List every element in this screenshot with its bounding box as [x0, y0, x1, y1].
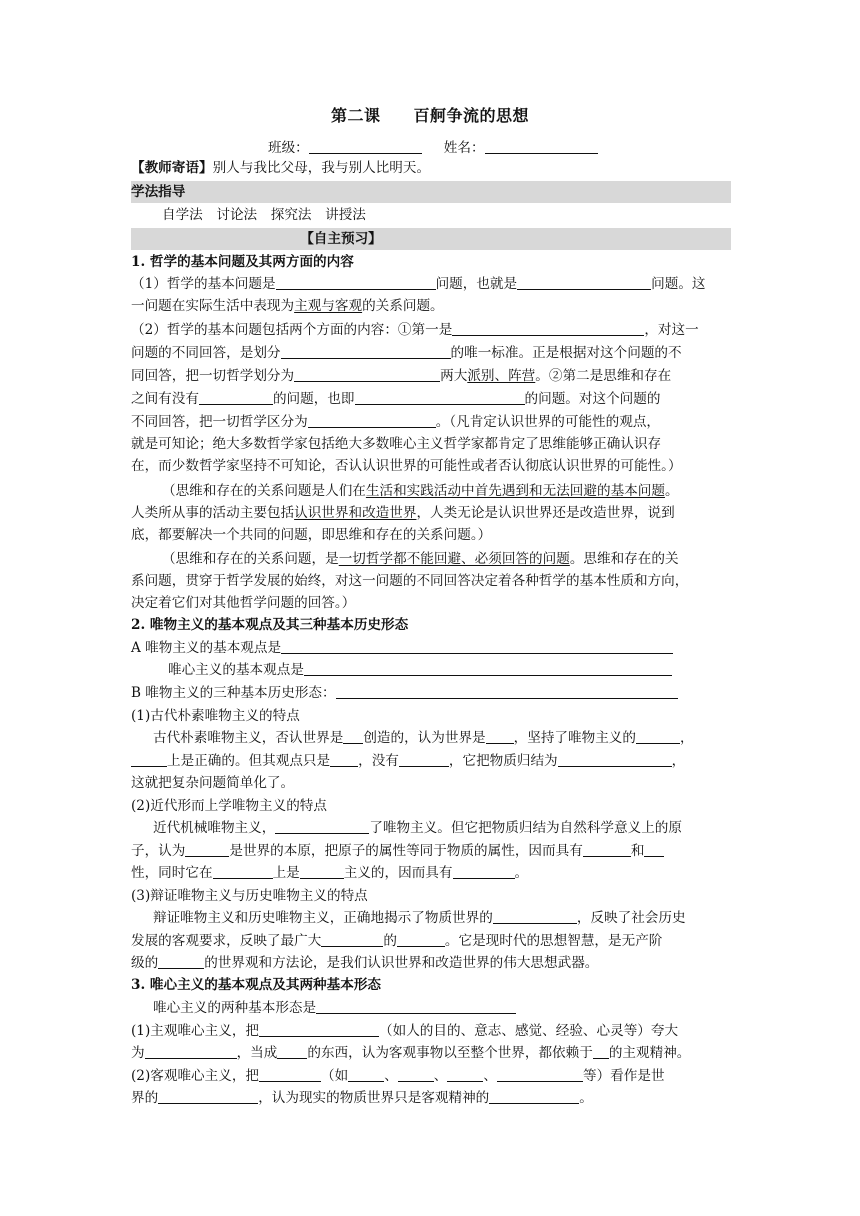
method-items: 自学法 讨论法 探究法 讲授法 — [162, 207, 366, 223]
text: 。它是现时代的思想智慧，是无产阶 — [444, 933, 663, 949]
text: 性，同时它在 — [131, 865, 213, 881]
s1-line: 底，都要解决一个共同的问题，即思维和存在的关系问题。） — [131, 527, 492, 543]
text: (2)客观唯心主义，把 — [131, 1068, 260, 1084]
name-field[interactable] — [485, 138, 598, 154]
text: ，坚持了唯物主义的 — [513, 730, 636, 746]
text: 上是正确的。但其观点只是 — [167, 753, 331, 769]
answer-blank[interactable] — [316, 998, 516, 1014]
text: 。（凡肯定认识世界的可能性的观点， — [435, 414, 661, 430]
answer-blank[interactable] — [593, 1043, 609, 1059]
answer-blank[interactable] — [452, 320, 644, 336]
s3-line — [153, 998, 516, 1019]
text: （如 — [321, 1068, 349, 1084]
text: ，人类无论是认识世界还是改造世界，说到 — [416, 505, 675, 521]
underlined-text: 生活和实践活动中首先遇到和无法回避的基本问题 — [365, 483, 665, 499]
s2-line — [168, 660, 672, 681]
preview-heading: 【自主预习】 — [300, 231, 382, 247]
s1-line — [131, 343, 682, 364]
text: 古代朴素唯物主义，否认世界是 — [153, 730, 344, 746]
text: B 唯物主义的三种基本历史形态： — [131, 685, 336, 701]
text: 。 — [514, 865, 529, 881]
s1-line — [131, 412, 660, 433]
page-title: 第二课 百舸争流的思想 — [330, 106, 529, 125]
text: 、 — [433, 1068, 448, 1084]
answer-blank[interactable] — [281, 638, 673, 654]
text: 不同回答，把一切哲学区分为 — [131, 414, 308, 430]
text: 的唯一标准。正是根据对这个问题的不 — [450, 345, 682, 361]
s3-line — [131, 1043, 690, 1064]
text: （如人的目的、意志、感觉、经验、心灵等）夸大 — [379, 1023, 679, 1039]
underlined-text: 主观与客观 — [294, 298, 363, 314]
answer-blank[interactable] — [199, 389, 273, 405]
answer-blank[interactable] — [497, 1066, 583, 1082]
s1-line: 决定着它们对其他哲学问题的回答。） — [131, 595, 356, 611]
text: ，当成 — [236, 1045, 278, 1061]
text: 的问题，也即 — [272, 391, 355, 407]
text: 。思维和存在的关 — [569, 551, 679, 567]
s2-line — [131, 953, 598, 974]
text: （思维和存在的关系问题是人们在 — [162, 483, 366, 499]
s3-line — [131, 1021, 678, 1042]
text: 。②第二是思维和存在 — [535, 368, 672, 384]
s2-line — [131, 931, 662, 952]
s2-line — [131, 638, 673, 659]
answer-blank[interactable] — [517, 274, 651, 290]
text: ，反映了社会历史 — [576, 910, 686, 926]
text: 上是 — [272, 865, 300, 881]
text: ，认为现实的物质世界只是客观精神的 — [258, 1090, 490, 1106]
text: 界的 — [131, 1090, 159, 1106]
text: ，没有 — [358, 753, 399, 769]
answer-blank[interactable] — [185, 841, 229, 857]
underlined-text: 认识世界和改造世界 — [294, 505, 417, 521]
text: A 唯物主义的基本观点是 — [131, 640, 282, 656]
method-heading-bar — [131, 181, 731, 203]
s2-line — [131, 683, 678, 704]
answer-blank[interactable] — [398, 1066, 434, 1082]
s2-line — [153, 728, 694, 749]
s3-line — [131, 1088, 593, 1109]
answer-blank[interactable] — [489, 1088, 579, 1104]
underlined-text: 一切哲学都不能回避、必须回答的问题 — [338, 551, 570, 567]
s1-line: 在，而少数哲学家坚持不可知论，否认认识世界的可能性或者否认彻底认识世界的可能性。） — [131, 458, 682, 474]
s2-line: 这就把复杂问题简单化了。 — [131, 775, 295, 791]
s2-subheading: (2)近代形而上学唯物主义的特点 — [131, 798, 327, 814]
answer-blank[interactable] — [145, 1043, 237, 1059]
s2-subheading: (1)古代朴素唯物主义的特点 — [131, 708, 300, 724]
text: 一问题在实际生活中表现为 — [131, 298, 295, 314]
preview-heading-bar — [131, 228, 731, 250]
s2-line — [153, 818, 682, 839]
answer-blank[interactable] — [281, 343, 451, 359]
answer-blank[interactable] — [493, 908, 577, 924]
answer-blank[interactable] — [399, 751, 449, 767]
text: 级的 — [131, 955, 159, 971]
answer-blank[interactable] — [276, 274, 436, 290]
text: 、 — [384, 1068, 398, 1084]
teacher-words-label: 【教师寄语】 — [131, 160, 213, 176]
text: 的东西，认为客观事物以至整个世界，都依赖于 — [307, 1045, 593, 1061]
underlined-text: 派别、阵营 — [467, 368, 536, 384]
text: 辩证唯物主义和历史唯物主义，正确地揭示了物质世界的 — [153, 910, 493, 926]
text: ，对这一 — [644, 322, 699, 338]
answer-blank[interactable] — [486, 728, 514, 744]
answer-blank[interactable] — [294, 366, 440, 382]
s2-line — [131, 863, 528, 884]
text: 问题，也就是 — [435, 276, 518, 292]
answer-blank[interactable] — [277, 1043, 307, 1059]
answer-blank[interactable] — [259, 1021, 379, 1037]
answer-blank[interactable] — [397, 931, 445, 947]
text: 两大 — [440, 368, 468, 384]
text: （2）哲学的基本问题包括两个方面的内容：①第一是 — [131, 322, 453, 338]
text: 之间有没有 — [131, 391, 199, 407]
answer-blank[interactable] — [447, 1066, 483, 1082]
s2-line — [131, 841, 664, 862]
text: （1）哲学的基本问题是 — [131, 276, 276, 292]
answer-blank[interactable] — [308, 412, 436, 428]
name-label: 姓名： — [443, 140, 485, 156]
answer-blank[interactable] — [275, 818, 369, 834]
s1-line — [131, 366, 671, 387]
class-label: 班级： — [268, 140, 309, 156]
text: ， — [671, 753, 686, 769]
text: 人类所从事的活动主要包括 — [131, 505, 295, 521]
text: ， — [680, 730, 694, 746]
text: 是世界的本原，把原子的属性等同于物质的属性，因而具有 — [229, 843, 583, 859]
text: 发展的客观要求，反映了最广大 — [131, 933, 322, 949]
method-heading: 学法指导 — [131, 184, 186, 200]
s1-line — [162, 549, 679, 570]
answer-blank[interactable] — [213, 863, 273, 879]
s1-line — [131, 274, 706, 295]
s1-line: 就是可知论；绝大多数哲学家包括绝大多数唯心主义哲学家都肯定了思维能够正确认识存 — [131, 436, 662, 452]
text: 问题。这 — [651, 276, 706, 292]
text: 子，认为 — [131, 843, 186, 859]
answer-blank[interactable] — [158, 1088, 258, 1104]
answer-blank[interactable] — [330, 751, 358, 767]
answer-blank[interactable] — [583, 841, 631, 857]
s1-line — [131, 320, 699, 341]
s1-line — [162, 481, 679, 502]
s2-line — [153, 908, 686, 929]
text: 。 — [664, 483, 679, 499]
text: 等）看作是世 — [582, 1068, 665, 1084]
answer-blank[interactable] — [336, 683, 678, 699]
text: 的关系问题。 — [362, 298, 444, 314]
answer-blank[interactable] — [158, 953, 204, 969]
text: (1)主观唯心主义，把 — [131, 1023, 260, 1039]
answer-blank[interactable] — [259, 1066, 321, 1082]
s3-line — [131, 1066, 665, 1087]
section-1-heading: 1. 哲学的基本问题及其两方面的内容 — [131, 254, 354, 270]
text: 的主观精神。 — [608, 1045, 691, 1061]
s1-line: 系问题，贯穿于哲学发展的始终，对这一问题的不同回答决定着各种哲学的基本性质和方向， — [131, 573, 689, 589]
text: 的问题。对这个问题的 — [524, 391, 661, 407]
answer-blank[interactable] — [558, 751, 672, 767]
text: 和 — [630, 843, 645, 859]
s1-line — [131, 296, 444, 317]
answer-blank[interactable] — [644, 841, 664, 857]
answer-blank[interactable] — [348, 1066, 384, 1082]
s1-line — [131, 503, 675, 524]
answer-blank[interactable] — [321, 931, 383, 947]
answer-blank[interactable] — [636, 728, 680, 744]
answer-blank[interactable] — [453, 863, 515, 879]
text: 。 — [579, 1090, 593, 1106]
text: 创造的，认为世界是 — [363, 730, 486, 746]
class-field[interactable] — [309, 138, 422, 154]
text: 唯心主义的两种基本形态是 — [153, 1000, 317, 1016]
teacher-words-text: 别人与我比父母，我与别人比明天。 — [212, 160, 431, 176]
text: 为 — [131, 1045, 145, 1061]
answer-blank[interactable] — [343, 728, 363, 744]
section-3-heading: 3. 唯心主义的基本观点及其两种基本形态 — [131, 977, 382, 993]
text: 唯心主义的基本观点是 — [168, 662, 304, 678]
text: 主义的，因而具有 — [343, 865, 453, 881]
answer-blank[interactable] — [131, 751, 167, 767]
text: 同回答，把一切哲学划分为 — [131, 368, 295, 384]
answer-blank[interactable] — [304, 660, 672, 676]
class-name-line — [268, 138, 598, 159]
s2-subheading: (3)辩证唯物主义与历史唯物主义的特点 — [131, 888, 368, 904]
text: 近代机械唯物主义， — [153, 820, 276, 836]
text: 了唯物主义。但它把物质归结为自然科学意义上的原 — [369, 820, 682, 836]
section-2-heading: 2. 唯物主义的基本观点及其三种基本历史形态 — [131, 617, 409, 633]
s2-line — [131, 751, 685, 772]
teacher-words — [131, 158, 430, 179]
text: 的 — [383, 933, 397, 949]
text: ，它把物质归结为 — [448, 753, 558, 769]
answer-blank[interactable] — [355, 389, 525, 405]
answer-blank[interactable] — [300, 863, 344, 879]
text: 、 — [483, 1068, 497, 1084]
s1-line — [131, 389, 660, 410]
text: 的世界观和方法论，是我们认识世界和改造世界的伟大思想武器。 — [204, 955, 599, 971]
text: （思维和存在的关系问题，是 — [162, 551, 339, 567]
text: 问题的不同回答，是划分 — [131, 345, 281, 361]
